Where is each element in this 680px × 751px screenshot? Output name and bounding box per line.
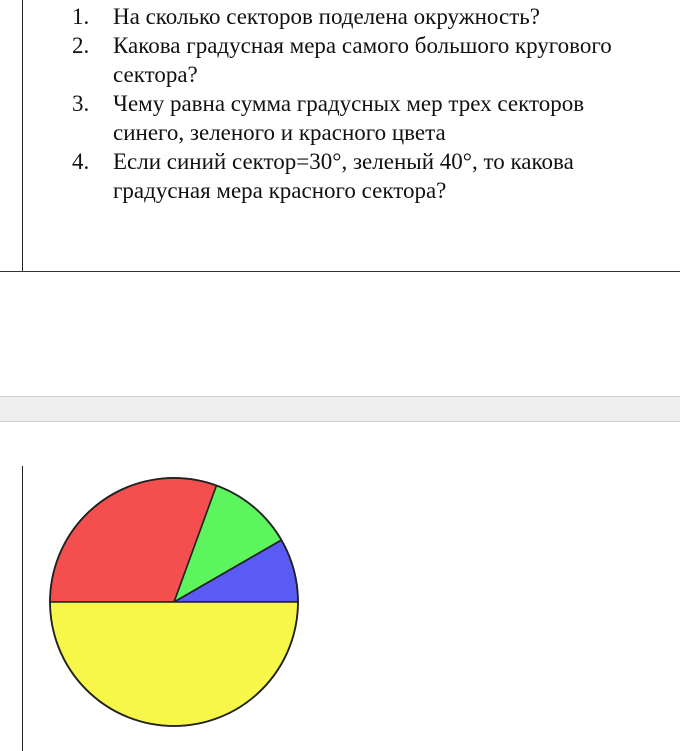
- question-item-4: [60, 147, 660, 205]
- question-text: Чему равна сумма градусных мер трех секторов синего, зеленого и красного цвета: [113, 91, 585, 145]
- question-text: На сколько секторов поделена окружность?: [113, 4, 540, 29]
- pie-slice-yellow: [50, 602, 298, 726]
- page-left-border-lower: [22, 466, 23, 751]
- page-separator: [0, 396, 680, 422]
- pie-chart: [46, 474, 302, 730]
- question-number: 3.: [72, 91, 90, 116]
- question-number: 1.: [72, 4, 90, 29]
- document-page-top: [0, 0, 680, 272]
- question-list: [60, 2, 660, 205]
- pie-chart-svg: [46, 474, 302, 730]
- question-text: Какова градусная мера самого большого кругового сектора?: [113, 33, 612, 87]
- question-item-2: [60, 31, 660, 89]
- page-left-border: [22, 0, 23, 272]
- question-item-1: [60, 2, 660, 31]
- page-bottom-border: [0, 271, 680, 272]
- question-number: 4.: [72, 149, 90, 174]
- question-number: 2.: [72, 33, 90, 58]
- question-item-3: [60, 89, 660, 147]
- question-text: Если синий сектор=30°, зеленый 40°, то какова градусная мера красного сектора?: [113, 149, 574, 203]
